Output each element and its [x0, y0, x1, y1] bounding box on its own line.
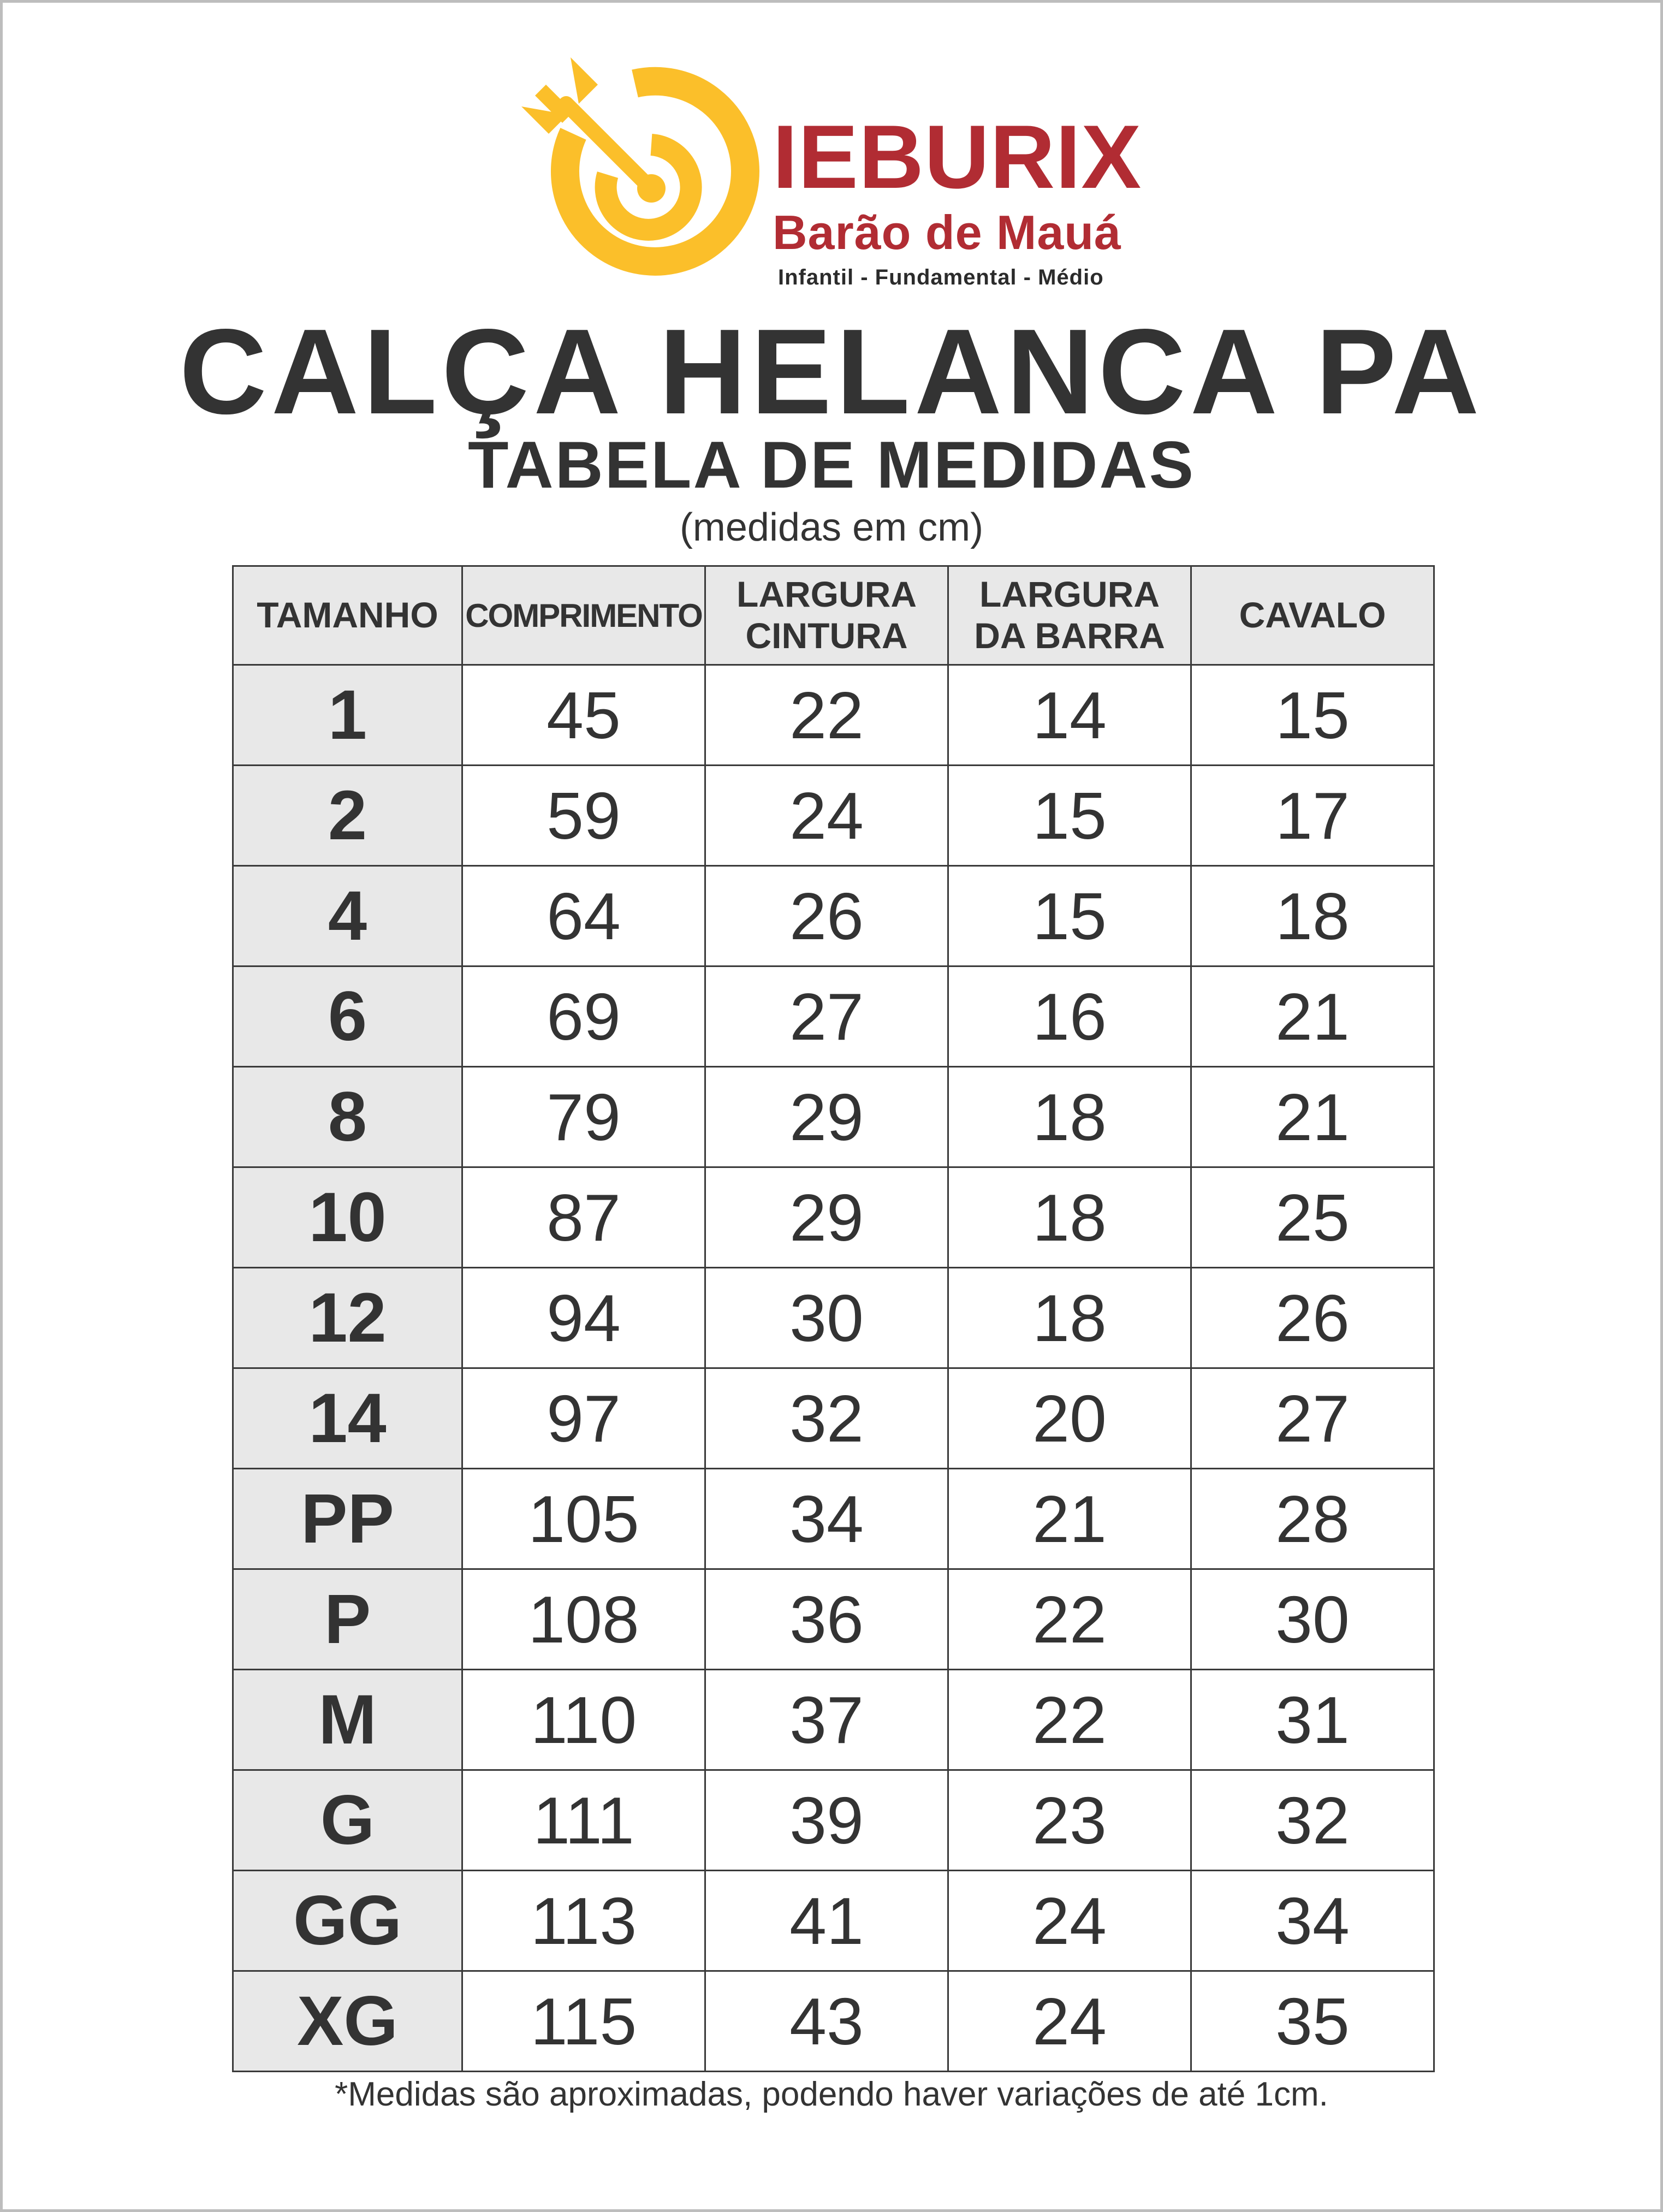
crotch-cell: 21 [1191, 966, 1434, 1067]
crotch-cell: 34 [1191, 1871, 1434, 1971]
brand-levels: Infantil - Fundamental - Médio [778, 265, 1104, 289]
measurement-table [232, 565, 1435, 2072]
size-cell: M [233, 1670, 462, 1770]
length-cell: 45 [462, 665, 705, 766]
size-cell: PP [233, 1469, 462, 1569]
header-hem-line1: LARGURA [979, 574, 1160, 615]
size-cell: GG [233, 1871, 462, 1971]
size-cell: 6 [233, 966, 462, 1067]
brand-text [773, 106, 1142, 289]
size-cell: G [233, 1770, 462, 1871]
header-hem [948, 566, 1191, 665]
footnote: *Medidas são aproximadas, podendo haver variações de até 1cm. [335, 2075, 1328, 2113]
hem-cell: 15 [948, 766, 1191, 866]
hem-cell: 14 [948, 665, 1191, 766]
hem-cell: 18 [948, 1167, 1191, 1268]
table-row [233, 966, 1434, 1067]
crotch-cell: 25 [1191, 1167, 1434, 1268]
table-row [233, 1871, 1434, 1971]
header-hem-line2: DA BARRA [974, 615, 1165, 656]
waist-cell: 29 [705, 1067, 948, 1167]
table-row [233, 1268, 1434, 1368]
unit-note: (medidas em cm) [679, 506, 984, 549]
table-row [233, 665, 1434, 766]
table-row [233, 1368, 1434, 1469]
waist-cell: 32 [705, 1368, 948, 1469]
crotch-cell: 28 [1191, 1469, 1434, 1569]
crotch-cell: 18 [1191, 866, 1434, 966]
size-cell: XG [233, 1971, 462, 2072]
hem-cell: 16 [948, 966, 1191, 1067]
hem-cell: 15 [948, 866, 1191, 966]
size-cell: 10 [233, 1167, 462, 1268]
length-cell: 113 [462, 1871, 705, 1971]
product-title: CALÇA HELANCA PA [179, 304, 1484, 440]
waist-cell: 22 [705, 665, 948, 766]
school-logo [516, 52, 1149, 289]
length-cell: 105 [462, 1469, 705, 1569]
waist-cell: 29 [705, 1167, 948, 1268]
hem-cell: 21 [948, 1469, 1191, 1569]
table-row [233, 1167, 1434, 1268]
length-cell: 94 [462, 1268, 705, 1368]
crotch-cell: 26 [1191, 1268, 1434, 1368]
crotch-cell: 32 [1191, 1770, 1434, 1871]
size-cell: 8 [233, 1067, 462, 1167]
hem-cell: 18 [948, 1067, 1191, 1167]
header-waist [705, 566, 948, 665]
crotch-cell: 31 [1191, 1670, 1434, 1770]
table-row [233, 1670, 1434, 1770]
length-cell: 69 [462, 966, 705, 1067]
size-cell: 2 [233, 766, 462, 866]
header-crotch: CAVALO [1191, 566, 1434, 665]
hem-cell: 22 [948, 1670, 1191, 1770]
length-cell: 64 [462, 866, 705, 966]
header-waist-line2: CINTURA [745, 615, 908, 656]
brand-subtitle: Barão de Mauá [773, 205, 1121, 259]
waist-cell: 43 [705, 1971, 948, 2072]
length-cell: 110 [462, 1670, 705, 1770]
crotch-cell: 27 [1191, 1368, 1434, 1469]
size-cell: 14 [233, 1368, 462, 1469]
hem-cell: 18 [948, 1268, 1191, 1368]
target-arrow-icon [516, 52, 778, 281]
brand-name: IEBURIX [773, 106, 1142, 207]
size-cell: 12 [233, 1268, 462, 1368]
table-row [233, 866, 1434, 966]
hem-cell: 22 [948, 1569, 1191, 1670]
waist-cell: 36 [705, 1569, 948, 1670]
length-cell: 79 [462, 1067, 705, 1167]
waist-cell: 30 [705, 1268, 948, 1368]
hem-cell: 23 [948, 1770, 1191, 1871]
length-cell: 108 [462, 1569, 705, 1670]
waist-cell: 26 [705, 866, 948, 966]
crotch-cell: 35 [1191, 1971, 1434, 2072]
header-waist-line1: LARGURA [737, 574, 917, 615]
hem-cell: 20 [948, 1368, 1191, 1469]
table-row [233, 1770, 1434, 1871]
waist-cell: 37 [705, 1670, 948, 1770]
waist-cell: 41 [705, 1871, 948, 1971]
crotch-cell: 21 [1191, 1067, 1434, 1167]
size-cell: 4 [233, 866, 462, 966]
header-length: COMPRIMENTO [462, 566, 705, 665]
waist-cell: 39 [705, 1770, 948, 1871]
table-row [233, 766, 1434, 866]
length-cell: 59 [462, 766, 705, 866]
chart-subtitle: TABELA DE MEDIDAS [468, 428, 1195, 502]
crotch-cell: 15 [1191, 665, 1434, 766]
crotch-cell: 30 [1191, 1569, 1434, 1670]
length-cell: 111 [462, 1770, 705, 1871]
header-size: TAMANHO [233, 566, 462, 665]
hem-cell: 24 [948, 1871, 1191, 1971]
crotch-cell: 17 [1191, 766, 1434, 866]
waist-cell: 24 [705, 766, 948, 866]
length-cell: 97 [462, 1368, 705, 1469]
size-cell: P [233, 1569, 462, 1670]
table-row [233, 1469, 1434, 1569]
length-cell: 87 [462, 1167, 705, 1268]
table-row [233, 1971, 1434, 2072]
table-row [233, 1569, 1434, 1670]
hem-cell: 24 [948, 1971, 1191, 2072]
length-cell: 115 [462, 1971, 705, 2072]
waist-cell: 34 [705, 1469, 948, 1569]
table-header-row [233, 566, 1434, 665]
waist-cell: 27 [705, 966, 948, 1067]
size-cell: 1 [233, 665, 462, 766]
table-row [233, 1067, 1434, 1167]
